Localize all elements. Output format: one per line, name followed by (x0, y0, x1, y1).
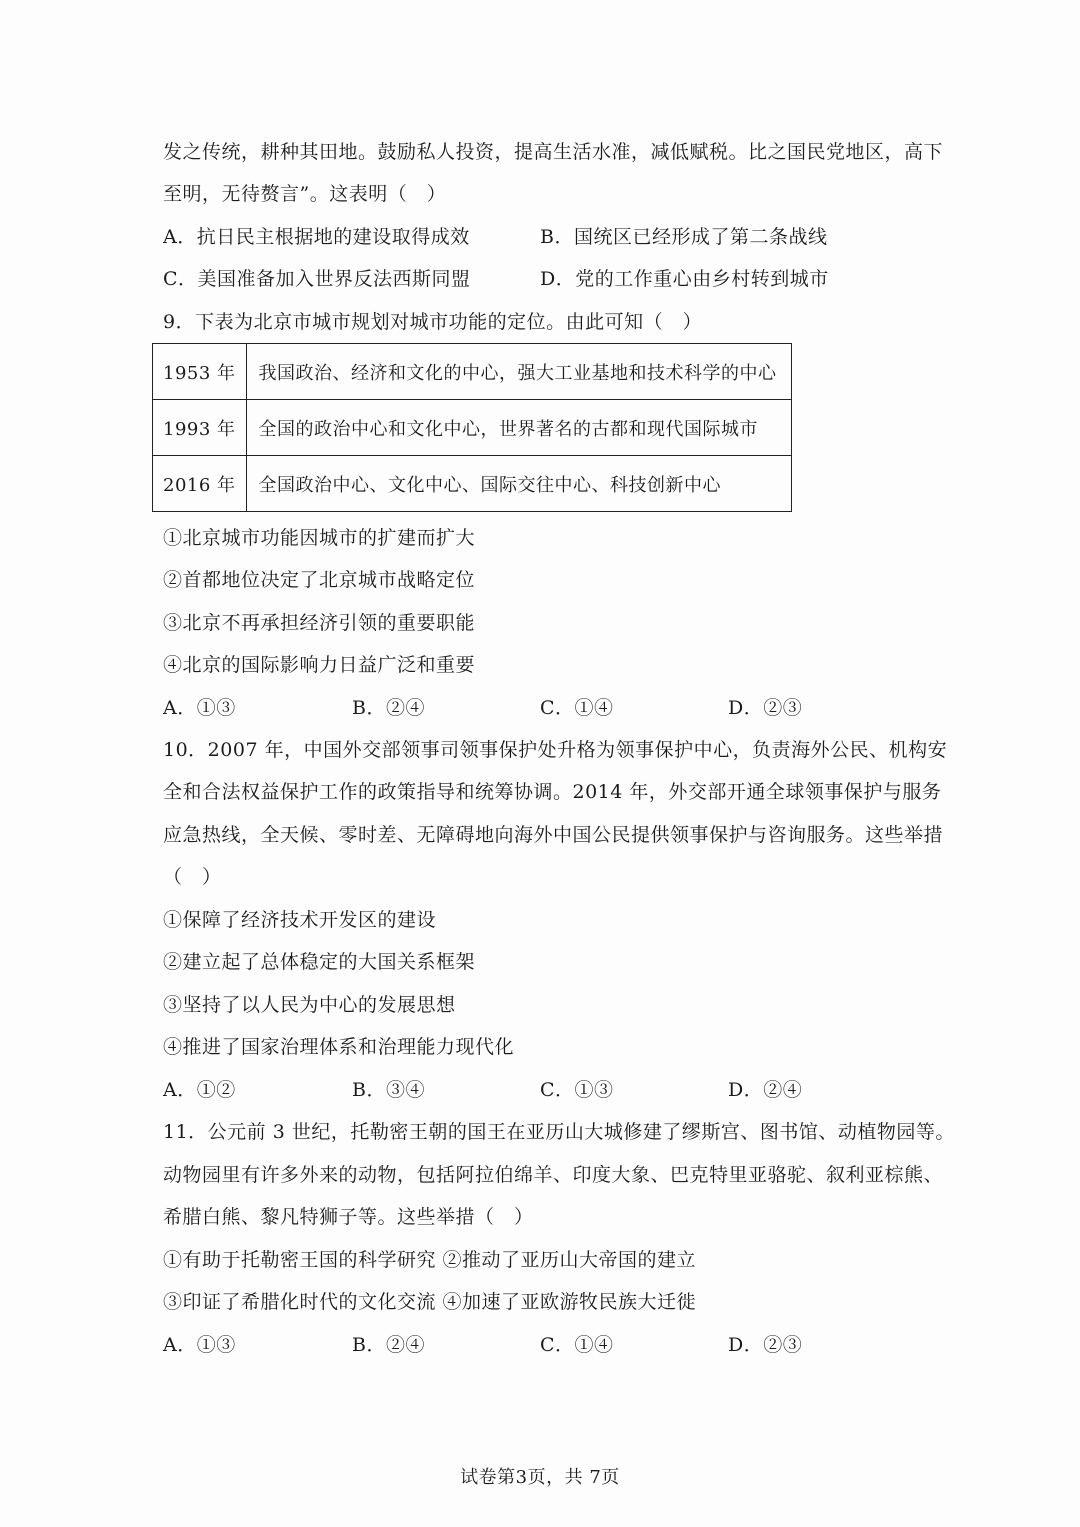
table-cell-year: 1953 年 (153, 344, 247, 400)
q9-option-c[interactable]: C．①④ (540, 697, 614, 719)
q11-option-b[interactable]: B．②④ (352, 1334, 425, 1356)
table-cell-year: 2016 年 (153, 456, 247, 512)
table-row (153, 400, 792, 456)
q11-stem-line: 希腊白熊、黎凡特狮子等。这些举措（ ） (163, 1206, 534, 1228)
q10-stem-line: （ ） (163, 866, 222, 888)
q9-item: ②首都地位决定了北京城市战略定位 (163, 569, 476, 591)
q10-option-a[interactable]: A．①② (163, 1079, 236, 1101)
q9-option-d[interactable]: D．②③ (728, 697, 803, 719)
q10-item: ②建立起了总体稳定的大国关系框架 (163, 951, 476, 973)
table-cell-text: 全国的政治中心和文化中心，世界著名的古都和现代国际城市 (246, 400, 791, 456)
table-cell-year: 1993 年 (153, 400, 247, 456)
page-number: 试卷第3页，共 7页 (460, 1467, 620, 1488)
q10-option-b[interactable]: B．③④ (352, 1079, 425, 1101)
q8-option-d[interactable]: D．党的工作重心由乡村转到城市 (540, 268, 829, 290)
q9-item: ③北京不再承担经济引领的重要职能 (163, 612, 476, 634)
q10-stem-line: 全和合法权益保护工作的政策指导和统筹协调。2014 年，外交部开通全球领事保护与服务 (163, 781, 942, 803)
q11-option-d[interactable]: D．②③ (728, 1334, 803, 1356)
q8-stem-line: 发之传统，耕种其田地。鼓励私人投资，提高生活水准，减低赋税。比之国民党地区，高下 (163, 141, 944, 163)
q10-stem-line: 10．2007 年，中国外交部领事司领事保护处升格为领事保护中心，负责海外公民、机构安 (163, 739, 948, 761)
table-row (153, 456, 792, 512)
q11-item: ①有助于托勒密王国的科学研究 ②推动了亚历山大帝国的建立 (163, 1249, 697, 1271)
q9-option-b[interactable]: B．②④ (352, 697, 425, 719)
q10-option-c[interactable]: C．①③ (540, 1079, 614, 1101)
q8-option-b[interactable]: B．国统区已经形成了第二条战线 (540, 226, 828, 248)
table-cell-text: 我国政治、经济和文化的中心，强大工业基地和技术科学的中心 (246, 344, 791, 400)
q9-table (152, 343, 792, 512)
q10-stem-line: 应急热线，全天候、零时差、无障碍地向海外中国公民提供领事保护与咨询服务。这些举措 (163, 824, 944, 846)
q8-option-c[interactable]: C．美国准备加入世界反法西斯同盟 (163, 268, 471, 290)
q10-item: ③坚持了以人民为中心的发展思想 (163, 994, 456, 1016)
q9-option-a[interactable]: A．①③ (163, 697, 236, 719)
q9-stem: 9．下表为北京市城市规划对城市功能的定位。由此可知（ ） (163, 311, 703, 333)
q8-option-a[interactable]: A．抗日民主根据地的建设取得成效 (163, 226, 470, 248)
q10-item: ①保障了经济技术开发区的建设 (163, 909, 437, 931)
q11-stem-line: 11．公元前 3 世纪，托勒密王朝的国王在亚历山大城修建了缪斯宫、图书馆、动植物园等。 (163, 1121, 955, 1143)
q10-option-d[interactable]: D．②④ (728, 1079, 803, 1101)
q8-stem-line: 至明，无待赘言”。这表明（ ） (163, 183, 447, 205)
q11-item: ③印证了希腊化时代的文化交流 ④加速了亚欧游牧民族大迁徙 (163, 1291, 697, 1313)
q9-item: ④北京的国际影响力日益广泛和重要 (163, 654, 476, 676)
q11-option-c[interactable]: C．①④ (540, 1334, 614, 1356)
q11-stem-line: 动物园里有许多外来的动物，包括阿拉伯绵羊、印度大象、巴克特里亚骆驼、叙利亚棕熊、 (163, 1164, 944, 1186)
table-cell-text: 全国政治中心、文化中心、国际交往中心、科技创新中心 (246, 456, 791, 512)
table-row (153, 344, 792, 400)
q11-option-a[interactable]: A．①③ (163, 1334, 236, 1356)
q10-item: ④推进了国家治理体系和治理能力现代化 (163, 1036, 515, 1058)
q9-item: ①北京城市功能因城市的扩建而扩大 (163, 527, 476, 549)
